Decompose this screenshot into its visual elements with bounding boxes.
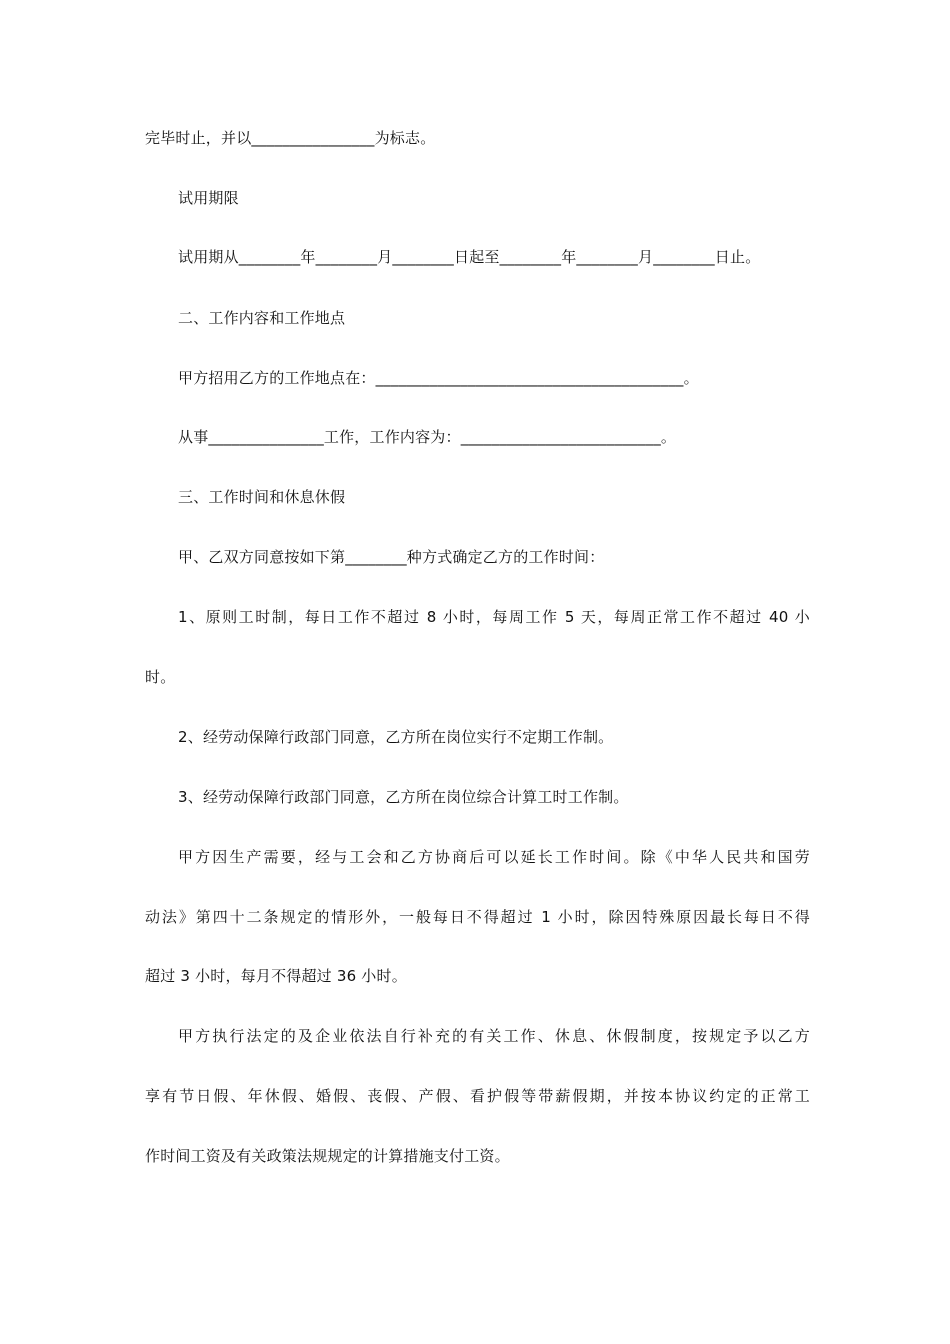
text-line: 试用期从________年________月________日起至________年________月________日止。 xyxy=(178,248,761,266)
text-line: 从事_______________工作，工作内容为：__________________________。 xyxy=(178,428,677,446)
text-line: 甲方执行法定的及企业依法自行补充的有关工作、休息、休假制度，按规定予以乙方 xyxy=(178,1027,810,1045)
text-line: 时。 xyxy=(145,668,176,686)
section-heading-work-content: 二、工作内容和工作地点 xyxy=(178,309,346,327)
text-line: 超过 3 小时，每月不得超过 36 小时。 xyxy=(145,967,407,985)
section-heading-probation: 试用期限 xyxy=(178,189,239,207)
text-line: 完毕时止，并以________________为标志。 xyxy=(145,129,436,147)
text-line: 甲方招用乙方的工作地点在：________________________________________。 xyxy=(178,369,699,387)
text-line: 1、原则工时制，每日工作不超过 8 小时，每周工作 5 天，每周正常工作不超过 40 小 xyxy=(178,608,810,626)
text-line: 享有节日假、年休假、婚假、丧假、产假、看护假等带薪假期，并按本协议约定的正常工 xyxy=(145,1087,810,1105)
text-line: 作时间工资及有关政策法规规定的计算措施支付工资。 xyxy=(145,1147,510,1165)
text-line: 2、经劳动保障行政部门同意，乙方所在岗位实行不定期工作制。 xyxy=(178,728,614,746)
text-line: 甲方因生产需要，经与工会和乙方协商后可以延长工作时间。除《中华人民共和国劳 xyxy=(178,848,810,866)
text-line: 动法》第四十二条规定的情形外，一般每日不得超过 1 小时，除因特殊原因最长每日不得 xyxy=(145,908,810,926)
section-heading-work-time: 三、工作时间和休息休假 xyxy=(178,488,346,506)
text-line: 甲、乙双方同意按如下第________种方式确定乙方的工作时间： xyxy=(178,548,605,566)
text-line: 3、经劳动保障行政部门同意，乙方所在岗位综合计算工时工作制。 xyxy=(178,788,629,806)
